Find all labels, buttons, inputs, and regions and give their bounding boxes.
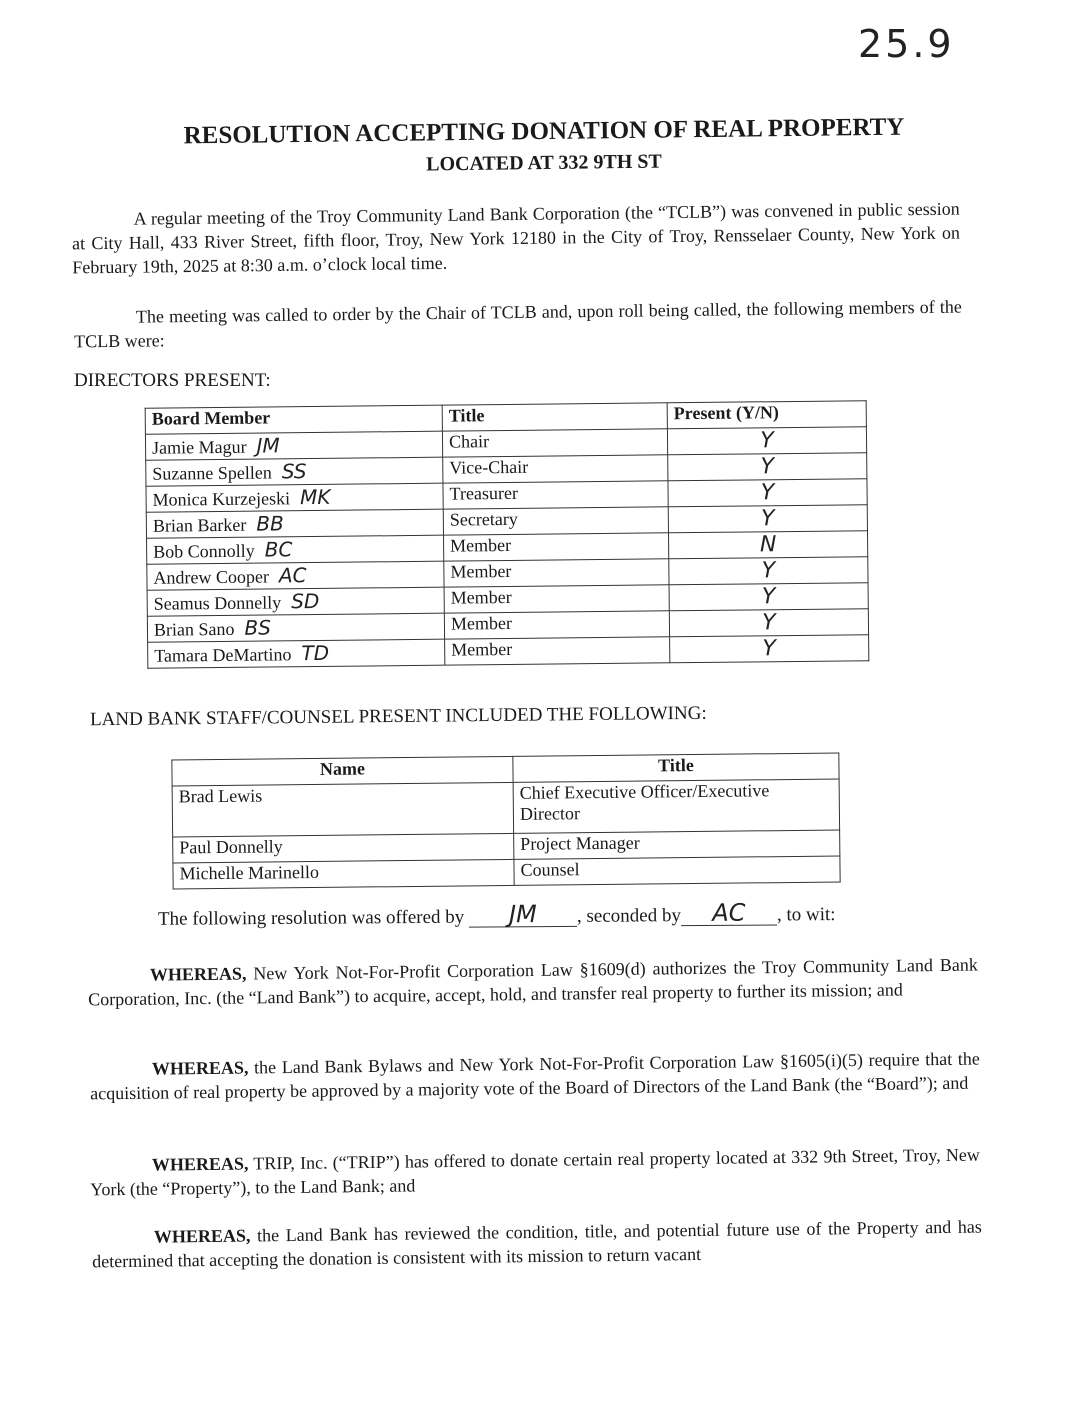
member-present: Y — [668, 505, 867, 533]
staff-title: Project Manager — [514, 830, 840, 859]
member-cell — [148, 639, 445, 668]
member-initials: TD — [301, 640, 330, 666]
member-present: N — [668, 531, 867, 559]
member-initials: AC — [278, 563, 307, 588]
member-initials: BB — [256, 511, 284, 536]
page-number: 25.9 — [858, 22, 955, 66]
member-name: Seamus Donnelly — [153, 592, 282, 614]
member-title: Member — [444, 533, 669, 561]
member-cell — [146, 509, 443, 538]
member-title: Treasurer — [443, 481, 668, 509]
member-name: Bob Connolly — [153, 540, 255, 562]
directors-label: DIRECTORS PRESENT: — [74, 370, 271, 391]
whereas-text: the Land Bank has reviewed the condition, title, and potential future use of the Property and has determined that accepting the donation is consistent with its mission to return vacant — [92, 1216, 982, 1272]
seconded-prefix: , seconded by — [576, 905, 681, 927]
member-cell — [147, 535, 444, 564]
member-cell — [146, 483, 443, 512]
member-title: Secretary — [443, 507, 668, 535]
member-present: Y — [668, 479, 867, 507]
member-title: Vice-Chair — [443, 455, 668, 483]
whereas-4 — [92, 1215, 983, 1274]
staff-title: Counsel — [514, 856, 840, 885]
member-name: Andrew Cooper — [153, 566, 270, 588]
intro-paragraph — [72, 197, 961, 280]
member-title: Chair — [442, 429, 667, 457]
whereas-1 — [88, 953, 979, 1012]
whereas-3 — [90, 1143, 981, 1202]
staff-name: Michelle Marinello — [173, 859, 514, 889]
member-initials: SD — [291, 588, 320, 614]
member-present: Y — [669, 609, 868, 637]
member-initials: MK — [299, 484, 331, 510]
staff-name: Paul Donnelly — [173, 833, 514, 863]
member-initials: SS — [281, 459, 307, 484]
member-cell — [147, 561, 444, 590]
header-board-member: Board Member — [145, 405, 442, 434]
directors-table — [145, 400, 870, 669]
member-initials: JM — [256, 433, 280, 458]
resolution-line — [158, 899, 958, 932]
member-present: Y — [669, 583, 868, 611]
staff-title: Chief Executive Officer/Executive Director — [513, 779, 840, 833]
table-row — [172, 779, 839, 837]
whereas-lead: WHEREAS, — [149, 963, 247, 985]
whereas-text: New York Not-For-Profit Corporation Law §1609(d) authorizes the Troy Community Land Bank Corporation, Inc. (the “Land Bank”) to acquire, accept, hold, and transfer real property to further its mission; and — [88, 954, 978, 1010]
whereas-lead: WHEREAS, — [151, 1153, 249, 1175]
intro-text: A regular meeting of the Troy Community Land Bank Corporation (the “TCLB”) was convened in public session at City Hall, 433 River Street, fifth floor, Troy, New York 12180 in the City of Troy, Rensselaer County, New York on February 19th, 2025 at 8:30 a.m. o’clock local time. — [71, 198, 961, 278]
seconded-by-initials: AC — [681, 900, 777, 926]
member-title: Member — [444, 611, 669, 639]
member-title: Member — [444, 559, 669, 587]
header-present: Present (Y/N) — [667, 401, 866, 429]
member-name: Suzanne Spellen — [152, 462, 272, 484]
offered-by-initials: JM — [469, 902, 577, 928]
resolution-suffix: , to wit: — [776, 904, 836, 926]
staff-label: LAND BANK STAFF/COUNSEL PRESENT INCLUDED THE FOLLOWING: — [89, 702, 707, 731]
member-cell — [146, 457, 443, 486]
document-subtitle: LOCATED AT 332 9TH ST — [426, 150, 662, 176]
header-title: Title — [442, 403, 667, 431]
member-cell — [147, 587, 444, 616]
whereas-text: the Land Bank Bylaws and New York Not-For-Profit Corporation Law §1605(i)(5) require that the acquisition of real property be approved by a majority vote of the Board of Directors of the Land Bank (the “Board”); and — [90, 1048, 980, 1104]
roll-paragraph — [74, 295, 963, 354]
member-name: Tamara DeMartino — [154, 644, 292, 666]
member-present: Y — [670, 635, 869, 663]
whereas-text: TRIP, Inc. (“TRIP”) has offered to donate certain real property located at 332 9th Street, Troy, New York (the “Property”), to the Land Bank; and — [90, 1144, 980, 1200]
member-cell — [147, 613, 444, 642]
member-present: Y — [669, 557, 868, 585]
staff-name: Brad Lewis — [172, 782, 514, 837]
whereas-lead: WHEREAS, — [151, 1057, 249, 1079]
member-name: Jamie Magur — [151, 436, 247, 458]
member-title: Member — [445, 637, 670, 665]
header-name: Name — [172, 756, 513, 786]
member-present: Y — [667, 427, 866, 455]
whereas-2 — [90, 1047, 981, 1106]
table-row — [173, 856, 840, 889]
member-present: Y — [668, 453, 867, 481]
member-initials: BC — [264, 537, 293, 562]
member-name: Monica Kurzejeski — [152, 488, 291, 510]
staff-table — [171, 753, 840, 890]
offered-prefix: The following resolution was offered by — [157, 906, 465, 930]
header-staff-title: Title — [513, 753, 839, 782]
member-cell — [145, 431, 442, 460]
member-initials: BS — [244, 615, 272, 640]
member-title: Member — [444, 585, 669, 613]
document-title: RESOLUTION ACCEPTING DONATION OF REAL PROPERTY — [183, 113, 905, 150]
member-name: Brian Sano — [153, 618, 235, 640]
roll-text: The meeting was called to order by the Chair of TCLB and, upon roll being called, the following members of the TCLB were: — [74, 296, 962, 352]
whereas-lead: WHEREAS, — [153, 1225, 251, 1247]
member-name: Brian Barker — [152, 514, 247, 536]
